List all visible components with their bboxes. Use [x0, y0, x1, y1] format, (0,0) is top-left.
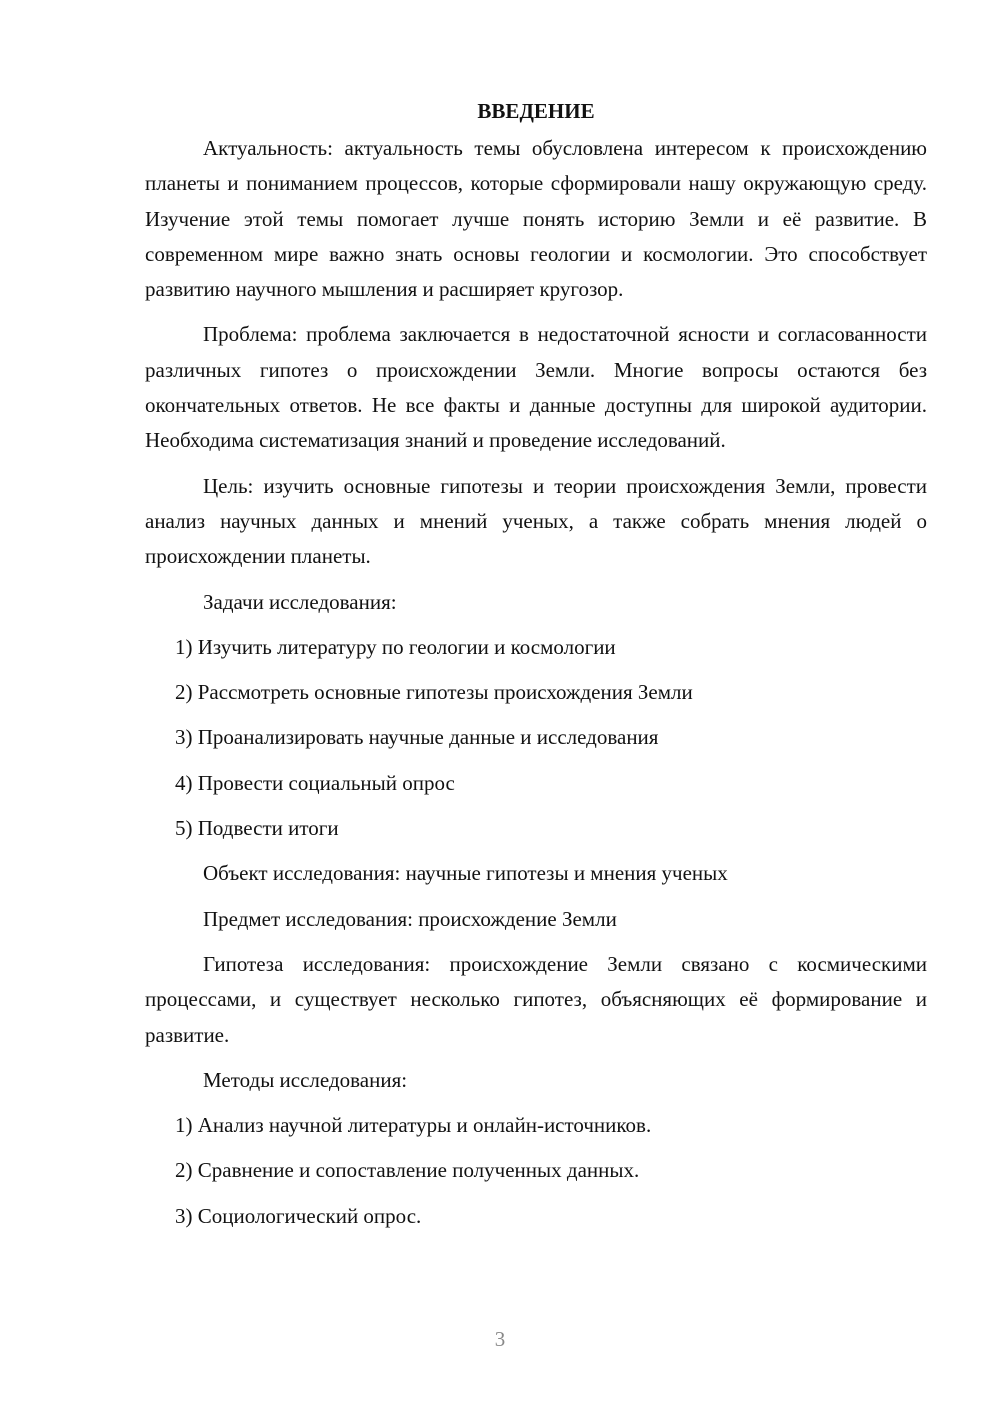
- task-item: 3) Проанализировать научные данные и исследования: [175, 725, 659, 750]
- hypothesis-paragraph: Гипотеза исследования: происхождение Земли связано с космическими процессами, и существует несколько гипотез, объясняющих её формирование и развитие.: [145, 951, 927, 1047]
- method-item: 3) Социологический опрос.: [175, 1203, 422, 1228]
- object-line: Объект исследования: научные гипотезы и мнения ученых: [203, 861, 728, 886]
- page-content: [145, 96, 927, 1244]
- methods-list: [145, 1108, 927, 1234]
- relevance-paragraph: Актуальность: актуальность темы обусловлена интересом к происхождению планеты и пониманием процессов, которые сформировали нашу окружающую среду. Изучение этой темы помогает лучше понять историю Земли и её развитие. В современном мире важно знать основы геологии и космологии. Это способствует развитию научного мышления и расширяет кругозор.: [145, 136, 927, 302]
- task-item: 4) Провести социальный опрос: [175, 770, 455, 795]
- method-item: 2) Сравнение и сопоставление полученных данных.: [175, 1158, 640, 1183]
- task-item: 2) Рассмотреть основные гипотезы происхождения Земли: [175, 680, 693, 705]
- subject-line: Предмет исследования: происхождение Земли: [203, 906, 617, 931]
- page-number: 3: [494, 1327, 506, 1351]
- task-item: 5) Подвести итоги: [175, 816, 339, 841]
- goal-paragraph: Цель: изучить основные гипотезы и теории происхождения Земли, провести анализ научных данных и мнений ученых, а также собрать мнения людей о происхождении планеты.: [145, 473, 927, 569]
- tasks-heading: Задачи исследования:: [203, 589, 397, 614]
- task-item: 1) Изучить литературу по геологии и космологии: [175, 634, 616, 659]
- page-title: ВВЕДЕНИЕ: [477, 99, 595, 123]
- method-item: 1) Анализ научной литературы и онлайн-источников.: [175, 1113, 652, 1138]
- tasks-list: [145, 630, 927, 846]
- methods-heading: Методы исследования:: [203, 1067, 408, 1092]
- problem-paragraph: Проблема: проблема заключается в недостаточной ясности и согласованности различных гипотез о происхождении Земли. Многие вопросы остаются без окончательных ответов. Не все факты и данные доступны для широкой аудитории. Необходима систематизация знаний и проведение исследований.: [145, 322, 927, 453]
